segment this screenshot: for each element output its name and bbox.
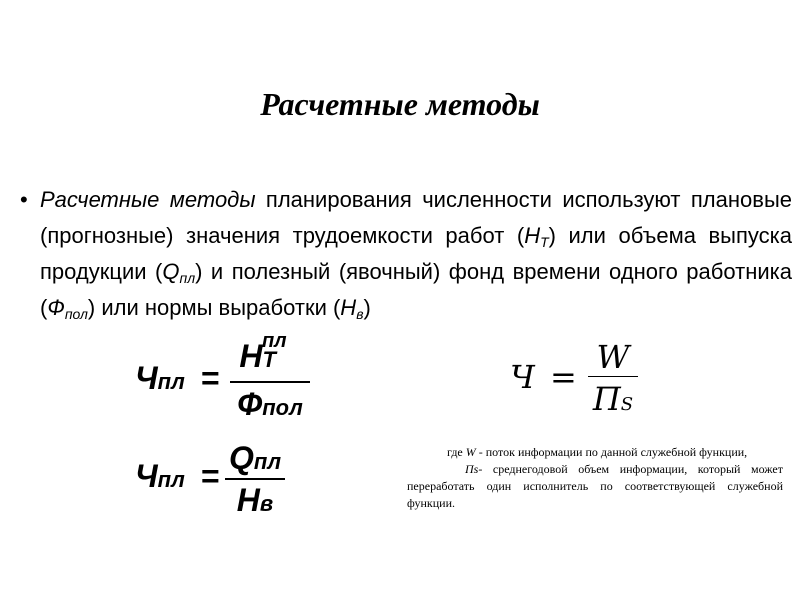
formula-numerator: W (596, 338, 630, 376)
formula-fraction (225, 440, 285, 520)
bullet-text-3: ) и полезный (явочный) фонд времени одного работника ( (40, 259, 792, 320)
formula-denominator: Фпол (237, 386, 303, 422)
formula-equals: = (201, 360, 220, 396)
fraction-bar (230, 381, 310, 383)
fraction-bar (225, 478, 285, 480)
slide-title: Расчетные методы (260, 86, 540, 122)
formula-fraction (588, 338, 638, 418)
note-line-w: где W - поток информации по данной служебной функции, (447, 445, 748, 459)
bullet-text-1: планирования численности используют плановые (прогнозные) значения трудоемкости работ ( (40, 187, 792, 248)
bullet-lead: Расчетные методы (40, 187, 256, 212)
formula-numerator: $НТ^{пл}$ (239, 330, 287, 374)
formula-numerator: Qпл (228, 440, 281, 476)
var-f: $Ф_{пол}$ (47, 295, 88, 322)
formula-equals: = (201, 458, 220, 494)
formula-denominator: ПS (592, 380, 634, 418)
formula-lhs: Ч (510, 358, 535, 396)
formula-note (407, 444, 783, 512)
formula-lhs: Чпл (135, 360, 185, 396)
bullet-text-5: ) (363, 295, 371, 320)
formula-headcount-labor (135, 330, 315, 428)
bullet-text-4: ) или нормы выработки ( (87, 295, 341, 320)
formula-lhs: Чпл (135, 458, 185, 494)
bullet-text-2: ) или объема выпуска продукции ( (40, 223, 792, 284)
formula-denominator: Нв (236, 482, 274, 518)
fraction-bar (588, 376, 638, 377)
formula-headcount-output (135, 440, 285, 520)
bullet-marker: • (20, 187, 28, 212)
note-line-ps: Пs- среднегодовой объем информации, который может переработать один исполнитель по соответствующей служебной функции. (407, 462, 783, 510)
formula-fraction (230, 330, 310, 428)
formula-info-flow (510, 338, 650, 418)
var-hv: $Н_в$ (340, 295, 364, 322)
var-ht: $Н_Т$ (524, 223, 549, 250)
formula-equals: = (550, 358, 577, 396)
bullet-text (40, 182, 792, 326)
var-q: $Q_{пл}$ (162, 259, 196, 286)
